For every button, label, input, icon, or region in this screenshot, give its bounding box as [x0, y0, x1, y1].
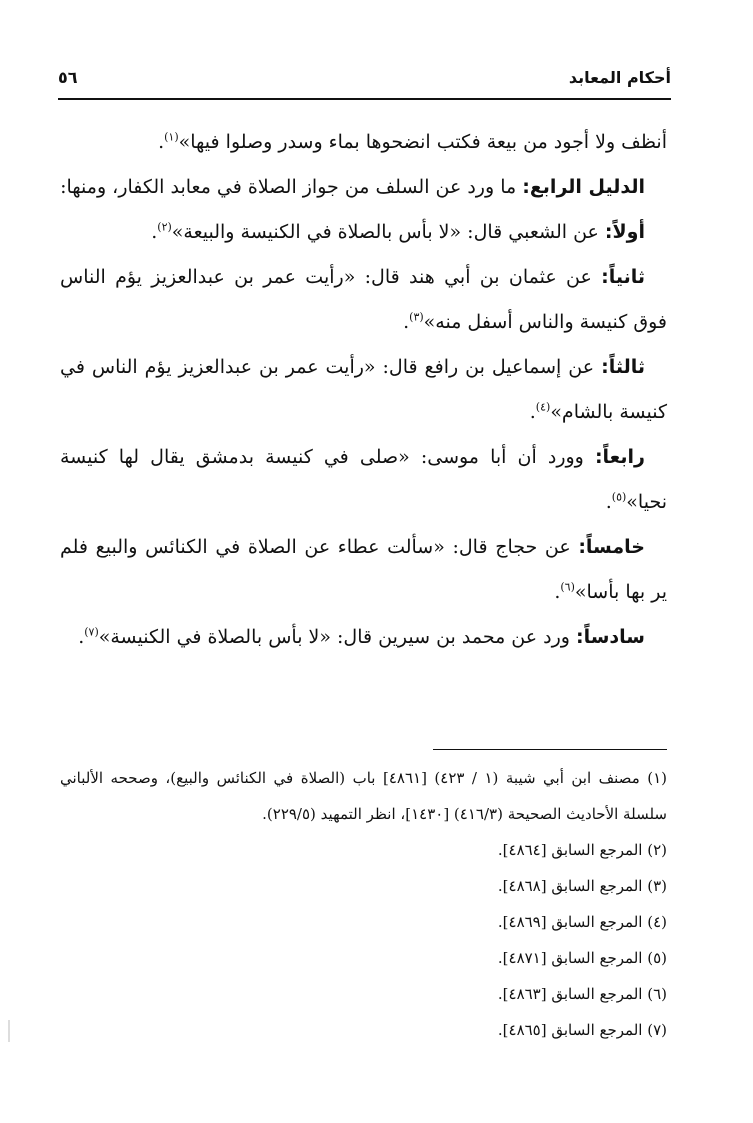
footnote-item: (٦) المرجع السابق [٤٨٦٣].: [497, 985, 667, 1003]
paragraph-text: عن حجاج قال: «سألت عطاء عن الصلاة في الكنائس والبيع فلم ير بها بأسا»: [60, 536, 667, 603]
footnote-ref[interactable]: (٣): [409, 310, 424, 324]
paragraph-text: ما ورد عن السلف من جواز الصلاة في معابد الكفار، ومنها:: [60, 176, 523, 198]
paragraph-end: .: [605, 491, 612, 513]
paragraph-second: [60, 255, 667, 345]
paragraph-lead: سادساً:: [576, 626, 645, 648]
paragraph-text: ورد عن محمد بن سيرين قال: «لا بأس بالصلاة في الكنيسة»: [98, 626, 576, 648]
paragraph-lead: أولاً:: [604, 221, 645, 243]
footnote-ref[interactable]: (٢): [157, 220, 172, 234]
page-number: ٥٦: [58, 67, 78, 87]
footnote-item: (١) مصنف ابن أبي شيبة (١ / ٤٢٣) [٤٨٦١] باب (الصلاة في الكنائس والبيع)، وصححه الألباني سلسلة الأحاديث الصحيحة (٤١٦/٣) [١٤٣٠]، انظر التمهيد (٢٢٩/٥).: [60, 769, 667, 823]
footnote-ref[interactable]: (٤): [535, 400, 551, 414]
paragraph-end: .: [151, 221, 158, 243]
paragraph-end: .: [403, 311, 410, 333]
paragraph-continuation: [60, 120, 667, 165]
paragraph-lead: ثانياً:: [601, 266, 645, 288]
footnote-item: (٥) المرجع السابق [٤٨٧١].: [497, 949, 667, 967]
footnote-ref[interactable]: (٧): [84, 625, 99, 639]
paragraph-end: .: [529, 401, 536, 423]
paragraph-text: عن الشعبي قال: «لا بأس بالصلاة في الكنيسة والبيعة»: [171, 221, 605, 243]
paragraph-lead: رابعاً:: [594, 446, 645, 468]
footnote-item: (٧) المرجع السابق [٤٨٦٥].: [497, 1021, 667, 1039]
paragraph-lead: خامساً:: [578, 536, 645, 558]
paragraph-sixth: [60, 615, 667, 660]
footnote-separator: [433, 749, 667, 750]
paragraph-third: [60, 345, 667, 435]
paragraph-first: [60, 210, 667, 255]
paragraph-lead: الدليل الرابع:: [522, 176, 645, 198]
paragraph-fourth: [60, 435, 667, 525]
main-text: [60, 120, 667, 660]
header-rule: [58, 98, 671, 100]
running-title: أحكام المعابد: [568, 67, 671, 87]
paragraph-end: .: [554, 581, 561, 603]
footnote-ref[interactable]: (١): [164, 130, 179, 144]
scan-margin-mark: [8, 1020, 10, 1042]
footnotes: [60, 760, 667, 1048]
paragraph-text: عن إسماعيل بن رافع قال: «رأيت عمر بن عبدالعزيز يؤم الناس في كنيسة بالشام»: [60, 356, 667, 423]
page-header: [58, 62, 671, 92]
paragraph-text: عن عثمان بن أبي هند قال: «رأيت عمر بن عبدالعزيز يؤم الناس فوق كنيسة والناس أسفل منه»: [60, 266, 667, 333]
paragraph-end: .: [78, 626, 85, 648]
footnote-ref[interactable]: (٥): [611, 490, 627, 504]
footnote-item: (٢) المرجع السابق [٤٨٦٤].: [497, 841, 667, 859]
footnote-item: (٤) المرجع السابق [٤٨٦٩].: [497, 913, 667, 931]
paragraph-lead: ثالثاً:: [601, 356, 645, 378]
paragraph-end: .: [158, 131, 165, 153]
paragraph-evidence-four: [60, 165, 667, 210]
paragraph-text: وورد أن أبا موسى: «صلى في كنيسة بدمشق يقال لها كنيسة نحيا»: [60, 446, 667, 513]
footnote-item: (٣) المرجع السابق [٤٨٦٨].: [497, 877, 667, 895]
paragraph-fifth: [60, 525, 667, 615]
footnote-ref[interactable]: (٦): [560, 580, 575, 594]
paragraph-text: أنظف ولا أجود من بيعة فكتب انضحوها بماء وسدر وصلوا فيها»: [178, 131, 667, 153]
